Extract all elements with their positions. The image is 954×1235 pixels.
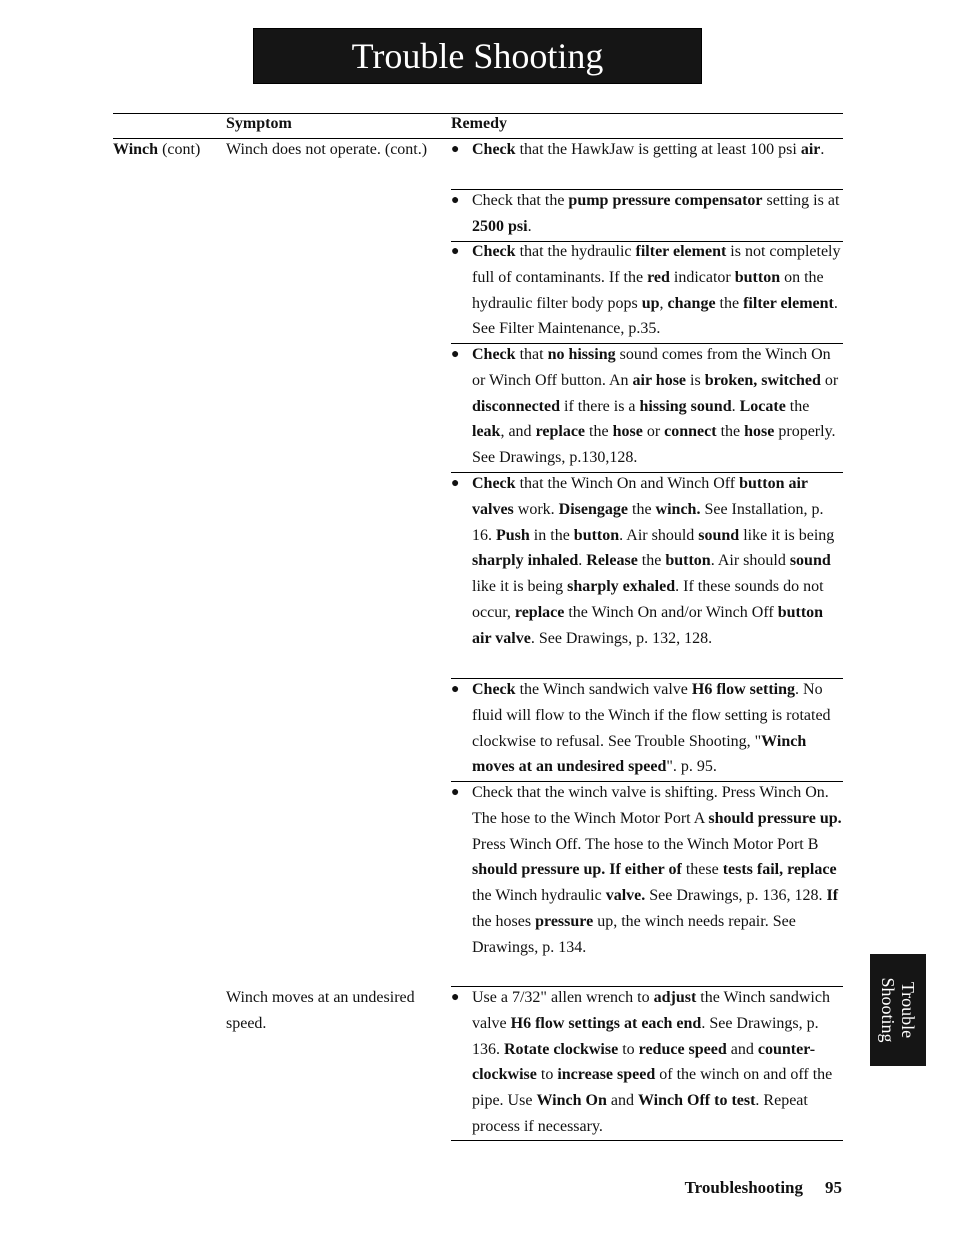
remedy-text-segment: properly. See Drawings, p.130,128.	[472, 423, 836, 467]
remedy-text-segment: Check	[472, 475, 516, 492]
remedy-text-segment: that the hydraulic	[515, 243, 636, 260]
remedy-text-segment: replace	[514, 603, 565, 621]
remedy-text-segment: the hoses	[472, 912, 536, 930]
remedy-text-segment: should pressure up. If either of	[472, 861, 682, 879]
remedy-text-segment: the Winch sandwich valve	[515, 681, 692, 698]
remedy-text-segment: filter element	[743, 294, 834, 312]
remedy-text-segment: air hose	[632, 371, 687, 389]
remedy-text-segment: hose	[612, 423, 643, 441]
remedy-text-segment: button	[573, 526, 620, 544]
remedy-text-segment: Winch On	[536, 1092, 607, 1110]
remedy-text-segment: Check	[472, 681, 516, 698]
remedy-text-segment: Release	[586, 552, 638, 570]
remedy-text-segment: Check	[472, 346, 516, 363]
remedy-text-segment: the	[637, 552, 666, 570]
remedy-text-segment: work.	[513, 500, 559, 518]
table-top-rule	[113, 113, 843, 114]
remedy-text-segment: sharply exhaled	[567, 578, 676, 596]
remedy-text-segment: in the	[529, 526, 574, 544]
remedy-text-segment: . If these sounds do not occur,	[472, 578, 824, 621]
remedy-text-segment: adjust	[653, 989, 697, 1006]
remedy-text-segment: H6 flow settings at each end	[510, 1014, 702, 1032]
section-side-tab[interactable]	[870, 954, 926, 1066]
remedy-text-segment: connect	[664, 423, 717, 441]
remedy-text-segment: replace	[535, 423, 586, 441]
remedy-text-segment: of the winch on and off the pipe. Use	[472, 1066, 833, 1110]
remedy-text-segment: is	[686, 371, 705, 389]
remedy-text-segment: air	[800, 141, 821, 158]
remedy-text-segment: broken, switched	[704, 371, 821, 389]
remedy-text-segment: . Repeat process if necessary.	[472, 1092, 808, 1135]
page-number: 95	[825, 1178, 842, 1197]
table-bottom-rule	[451, 1140, 843, 1141]
remedy-item	[451, 780, 843, 961]
remedy-text-segment: See Installation, p. 16.	[472, 500, 824, 544]
remedy-text-segment: . See Drawings, p. 132, 128.	[530, 629, 713, 647]
remedy-text-segment: if there is a	[560, 397, 640, 415]
remedy-text-segment: valve.	[605, 887, 646, 905]
remedy-text-segment: . No fluid will flow to the Winch if the flow setting is rotated clockwise to refusal. See Trouble Shooting, "	[472, 681, 831, 750]
bullet-dot-icon: ●	[451, 244, 460, 259]
remedy-text	[472, 239, 843, 342]
remedy-text-segment: . Air should	[710, 552, 790, 570]
remedy-text-segment: red	[647, 268, 670, 286]
remedy-text-segment: Check that the	[472, 192, 569, 209]
remedy-text-segment: H6 flow setting	[691, 681, 796, 698]
remedy-text-segment: the	[715, 294, 744, 312]
remedy-text-segment: , and	[500, 423, 536, 441]
remedy-text-segment: to	[618, 1040, 639, 1058]
remedy-text-segment: Push	[496, 526, 530, 544]
remedy-text-segment: button air valves	[472, 475, 808, 518]
remedy-text	[472, 137, 843, 163]
remedy-text-segment: If	[826, 887, 839, 905]
side-tab-line-1: Trouble	[898, 981, 918, 1039]
remedy-text-segment: Check	[472, 141, 516, 158]
remedy-text-segment: up, the winch needs repair. See Drawings, p. 134.	[472, 912, 796, 956]
remedy-item	[451, 188, 843, 240]
remedy-item	[451, 677, 843, 780]
remedy-text-segment: that the HawkJaw is getting at least 100 psi	[515, 141, 801, 158]
symptom-1: Winch does not operate. (cont.)	[226, 141, 428, 158]
remedy-text-segment: sharply inhaled	[472, 552, 579, 570]
footer-section: Troubleshooting	[684, 1178, 803, 1197]
remedy-text-segment: these	[681, 861, 723, 879]
remedy-text-segment: Winch Off to test	[637, 1092, 756, 1110]
remedy-text-segment: leak	[472, 423, 501, 441]
remedy-text-segment: ,	[659, 294, 668, 312]
symptom-2: Winch moves at an undesired speed.	[226, 989, 415, 1032]
bullet-dot-icon: ●	[451, 347, 460, 362]
remedy-text-segment: sound	[698, 526, 740, 544]
remedy-text-segment: winch.	[655, 500, 701, 518]
remedy-text-segment: .	[731, 397, 740, 415]
remedy-text	[472, 780, 843, 961]
bullet-dot-icon: ●	[451, 142, 460, 157]
page-title: Trouble Shooting	[253, 28, 702, 84]
remedy-text-segment: Check that the winch valve is shifting. Press Winch On. The hose to the Winch Motor Port A	[472, 784, 829, 827]
remedy-text-segment: sound comes from the Winch On or Winch Off button. An	[472, 346, 831, 389]
remedy-text-segment: like it is being	[739, 526, 835, 544]
remedy-text-segment: tests fail, replace	[722, 861, 837, 879]
remedy-text-segment: setting is at	[762, 192, 840, 209]
remedy-text-segment: the	[628, 500, 656, 518]
bullet-dot-icon: ●	[451, 990, 460, 1005]
remedy-text-segment: should pressure up.	[708, 809, 842, 827]
remedy-text-segment: or	[642, 423, 665, 441]
remedy-text-segment: See Drawings, p. 136, 128.	[645, 887, 827, 905]
remedy-text-segment: up	[641, 294, 660, 312]
remedy-text-segment: on the hydraulic filter body pops	[472, 268, 824, 312]
remedy-text-segment: counter-clockwise	[472, 1040, 816, 1084]
remedy-text-segment: pump pressure compensator	[568, 192, 763, 209]
bullet-dot-icon: ●	[451, 476, 460, 491]
remedy-item	[451, 342, 843, 471]
remedy-text-segment: the Winch hydraulic	[472, 887, 606, 905]
remedy-text-segment: Winch moves at an undesired speed	[472, 732, 807, 776]
bullet-dot-icon: ●	[451, 682, 460, 697]
remedy-text-segment: ". p. 95.	[666, 758, 717, 776]
remedy-text-segment: no hissing	[547, 346, 616, 363]
category-name: Winch	[113, 141, 159, 158]
remedy-text-segment: . See Filter Maintenance, p.35.	[472, 294, 838, 338]
remedy-text-segment: Disengage	[558, 500, 628, 518]
remedy-text-segment: the	[785, 397, 810, 415]
category-suffix: (cont)	[158, 141, 201, 158]
remedy-text-segment: disconnected	[472, 397, 560, 415]
remedy-text-segment: that the Winch On and Winch Off	[515, 475, 740, 492]
remedy-text-segment: to	[536, 1066, 558, 1084]
remedy-text-segment: sound	[789, 552, 831, 570]
remedy-text-segment: pressure	[535, 912, 594, 930]
remedy-text-segment: .	[820, 141, 825, 158]
bullet-dot-icon: ●	[451, 785, 460, 800]
remedy-text-segment: and	[606, 1092, 638, 1110]
header-remedy: Remedy	[451, 115, 507, 132]
header-symptom: Symptom	[226, 115, 292, 132]
remedy-text	[472, 985, 843, 1140]
remedy-item	[451, 239, 843, 342]
remedy-text-segment: or	[820, 371, 839, 389]
remedy-text-segment: hissing sound	[639, 397, 732, 415]
remedy-text-segment: and	[726, 1040, 758, 1058]
bullet-dot-icon: ●	[451, 193, 460, 208]
remedy-text-segment: Use a 7/32" allen wrench to	[472, 989, 654, 1006]
remedy-text	[472, 342, 843, 471]
remedy-text-segment: the	[585, 423, 613, 441]
remedy-item	[451, 471, 843, 652]
remedy-text-segment: hose	[744, 423, 775, 441]
remedy-text-segment: that	[515, 346, 548, 363]
remedy-text-segment: change	[667, 294, 716, 312]
remedy-text	[472, 471, 843, 652]
remedy-item	[451, 985, 843, 1140]
remedy-item	[451, 137, 843, 163]
remedy-text-segment: the Winch On and/or Winch Off	[564, 603, 778, 621]
remedy-text-segment: like it is being	[472, 578, 568, 596]
remedy-text-segment: is not completely full of contaminants. If the	[472, 243, 841, 286]
remedy-text-segment: Check	[472, 243, 516, 260]
category-cell	[113, 137, 200, 163]
remedy-text-segment: button	[665, 552, 711, 570]
side-tab-line-2: Shooting	[878, 977, 898, 1043]
remedy-text-segment: increase speed	[557, 1066, 656, 1084]
remedy-text-segment: button	[734, 268, 781, 286]
remedy-text-segment: 2500 psi	[472, 217, 528, 235]
remedy-text-segment: .	[527, 217, 532, 235]
remedy-text-segment: the	[716, 423, 745, 441]
remedy-text-segment: Press Winch Off. The hose to the Winch Motor Port B	[472, 835, 819, 853]
side-tab-label	[878, 977, 918, 1042]
remedy-text	[472, 677, 843, 780]
remedy-text-segment: button air valve	[472, 603, 824, 647]
remedy-text-segment: Locate	[739, 397, 786, 415]
page-footer	[685, 1178, 842, 1198]
remedy-text-segment: the Winch sandwich valve	[472, 989, 830, 1032]
remedy-text-segment: . Air should	[619, 526, 699, 544]
remedy-text-segment: . See Drawings, p. 136.	[472, 1014, 819, 1058]
remedy-text-segment: reduce speed	[638, 1040, 727, 1058]
remedy-text-segment: Rotate clockwise	[504, 1040, 619, 1058]
remedy-text-segment: filter element	[635, 243, 727, 260]
remedy-text-segment: .	[578, 552, 587, 570]
remedy-text	[472, 188, 843, 240]
remedy-text-segment: indicator	[669, 268, 735, 286]
